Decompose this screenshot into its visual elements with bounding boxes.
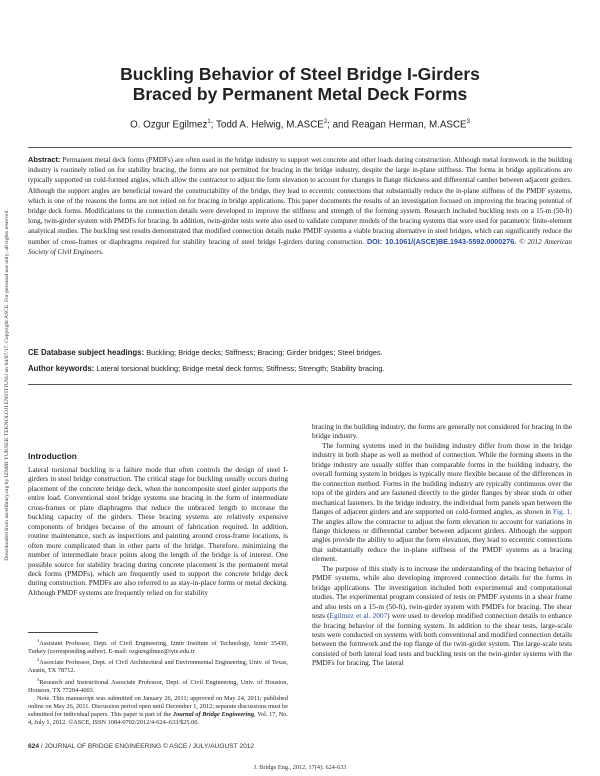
author-3: ; and Reagan Herman, M.ASCE	[327, 119, 467, 131]
header-rule	[28, 147, 572, 148]
author-keywords-text: Lateral torsional buckling; Bridge metal deck forms; Stiffness; Strength; Stability bracing.	[96, 364, 385, 373]
footnote-3: $^3$Research and Instructional Associate Professor, Dept. of Civil Engineering, Univ. of Houston, Houston, TX 77204-4003.	[28, 676, 288, 694]
abstract-copyright: © 2012 American Society of Civil Engineers.	[28, 237, 572, 256]
right-paragraph-2: The forming systems used in the building industry differ from those in the bridge industry in both shape as well as method of connection. While the forming sheets in the bridge industry are usually stiffer than comparable forms in the building industry, the overall forming system in bridges is typically more flexible because of the differences in the connection method. Forms in the building industry are typically continuous over the tops of the girders and are fastened directly to the girder flanges by shear studs or other mechanical fasteners. In the bridge industry, the individual form panels span between the flanges of adjacent girders and are supported on cold-formed angles, as shown in Fig. 1. The angles allow the contractor to adjust the form elevation to account for variations in flange thickness or differential camber between adjacent girders. Although the support angles provide the ability to adjust the form elevation, they lead to eccentric connections that substantially reduce the in-plane stiffness of the PMDF systems as a bracing element.	[312, 440, 572, 564]
title-line-1: Buckling Behavior of Steel Bridge I-Girders	[120, 64, 480, 84]
abstract	[28, 155, 572, 257]
doi-link[interactable]: DOI: 10.1061/(ASCE)BE.1943-5592.0000276.	[366, 236, 517, 246]
footnote-rule	[28, 632, 98, 633]
citation-line: J. Bridge Eng., 2012, 17(4): 624-633	[253, 764, 347, 771]
left-paragraph-1: Lateral torsional buckling is a failure mode that often controls the design of steel I-girders in steel bridge construction. The critical stage for buckling usually occurs during placement of the concrete bridge deck, when the noncomposite steel girder supports the entire load. Conventional steel bridge systems use bracing in the form of intermediate cross-frames or plate diaphragms that reduce the unbraced length to increase the buckling capacity of the girders. These bracing systems are relatively expensive components of bridges because of the amount of fabrication required. In addition, routine maintenance, such as inspections and painting around cross-frame locations, is often more complicated than in other parts of the bridge. Therefore, minimizing the number of intermediate brace points along the length of the bridge is of interest. One possible source for stability bracing during concrete placement is the permanent metal deck forms (PMDFs), which are frequently used to support the concrete bridge deck during construction. PMDFs are also referred to as stay-in-place forms or metal decking. Although PMDF systems are frequently relied on for stability	[28, 465, 288, 597]
footer-journal: / JOURNAL OF BRIDGE ENGINEERING © ASCE / JULY/AUGUST 2012	[39, 743, 255, 750]
footnote-1: $^1$Assistant Professor, Dept. of Civil Engineering, Izmir Institute of Technology, Izmir 35430, Turkey (corresponding author). E-mail: ozguregilmez@iyte.edu.tr	[28, 638, 288, 656]
author-1: O. Ozgur Egilmez	[130, 119, 208, 131]
download-notice-text: Downloaded from ascelibrary.org by IZMIR YUKSEK TEKNOLOJI ENSTITUSU on 04/07/17. Copyright ASCE. For personal use only; all rights reserved.	[4, 209, 10, 561]
ce-database-text: Buckling; Bridge decks; Stiffness; Bracing; Girder bridges; Steel bridges.	[146, 348, 383, 357]
ce-database-label: CE Database subject headings:	[28, 348, 145, 357]
right-column	[312, 422, 572, 668]
right-paragraph-1: bracing in the building industry, the forms are generally not considered for bracing in the bridge industry.	[312, 422, 572, 441]
abstract-label: Abstract:	[28, 155, 61, 164]
author-2: ; Todd A. Helwig, M.ASCE	[210, 119, 324, 131]
footnotes	[28, 637, 288, 727]
journal-name: Journal of Bridge Engineering	[172, 711, 255, 719]
page-number: 624	[28, 743, 40, 750]
author-3-marker: 3	[466, 119, 470, 125]
figure-reference-link[interactable]: Fig. 1	[552, 507, 571, 517]
author-keywords	[28, 364, 572, 374]
citation-link[interactable]: Egilmez et al. 2007	[329, 611, 388, 621]
abstract-text: Permanent metal deck forms (PMDFs) are often used in the bridge industry to support wet concrete and other loads during construction. Although metal formwork in the building industry is routinely relied on for stability bracing, the forms are not permitted for bracing in the bridge industry, despite the large in-plane stiffness. The forms in bridge applications are typically supported on cold-formed angles, which allow the contractor to adjust the form elevation to account for changes in flange thickness and differential camber between adjacent girders. Although the support angles are beneficial toward the constructability of the bridge, they lead to eccentric connections that substantially reduce the in-plane stiffness of the PMDF systems, which is one of the reasons the forms are not relied on for bracing in bridge applications. This paper documents the results of an investigation focused on improving the bracing potential of bridge deck forms. Modifications to the connection details were developed to improve the stiffness and strength of the forming system. Research included buckling tests on a 15-m (50-ft) long, twin-girder system with PMDFs for bracing. In addition, twin-girder tests were also used to validate computer models of the bracing systems that were used for parametric finite-element analytical studies. The buckling test results demonstrated that modified connection details make PMDF systems a viable bracing alternative in steel bridges, which can significantly reduce the number of cross-frames or diaphragms required for stability bracing of steel bridge I-girders during construction.	[28, 156, 573, 246]
abstract-rule	[28, 384, 572, 385]
author-2-marker: 2	[323, 119, 328, 125]
download-notice	[2, 150, 12, 620]
author-list	[40, 119, 560, 130]
footnote-2: $^2$Associate Professor, Dept. of Civil Architectural and Environmental Engineering, Univ. of Texas, Austin, TX 78712.	[28, 657, 288, 675]
right-paragraph-3: The purpose of this study is to increase the understanding of the bracing behavior of PMDF systems, while also developing improved connection details for the forms in bridge applications. The investigation included both experimental and computational studies. The experimental program consisted of tests on PMDF systems in a shear frame and also tests on a 15-m (50-ft), twin-girder system with PMDFs for bracing. The shear tests (Egilmez et al. 2007) were used to develop modified connection details to enhance the bracing behavior of the forming system. In addition to the shear tests, large-scale tests were conducted on systems with both conventional and modified connection details between the formwork and the top flange of the twin-girder system. The large-scale tests consisted of both lateral load tests and buckling tests on the twin-girder systems with the PMDFs for bracing. The lateral	[312, 563, 572, 668]
author-keywords-label: Author keywords:	[28, 364, 95, 373]
footnote-note: Note. This manuscript was submitted on January 26, 2011; approved on May 24, 2011; published online on May 26, 2011. Discussion period open until December 1, 2012; separate discussions must be submitted for individual papers. This paper is part of the Journal of Bridge Engineering, Vol. 17, No. 4, July 1, 2012. ©ASCE, ISSN 1084-0702/2012/4-624–633/$25.00.	[28, 694, 288, 727]
section-heading-introduction: Introduction	[28, 451, 77, 461]
author-1-marker: 1	[207, 119, 211, 125]
page-footer	[28, 743, 254, 750]
paper-title	[40, 64, 560, 104]
title-line-2: Braced by Permanent Metal Deck Forms	[132, 84, 468, 104]
ce-database-headings	[28, 348, 572, 358]
left-column	[28, 465, 288, 597]
